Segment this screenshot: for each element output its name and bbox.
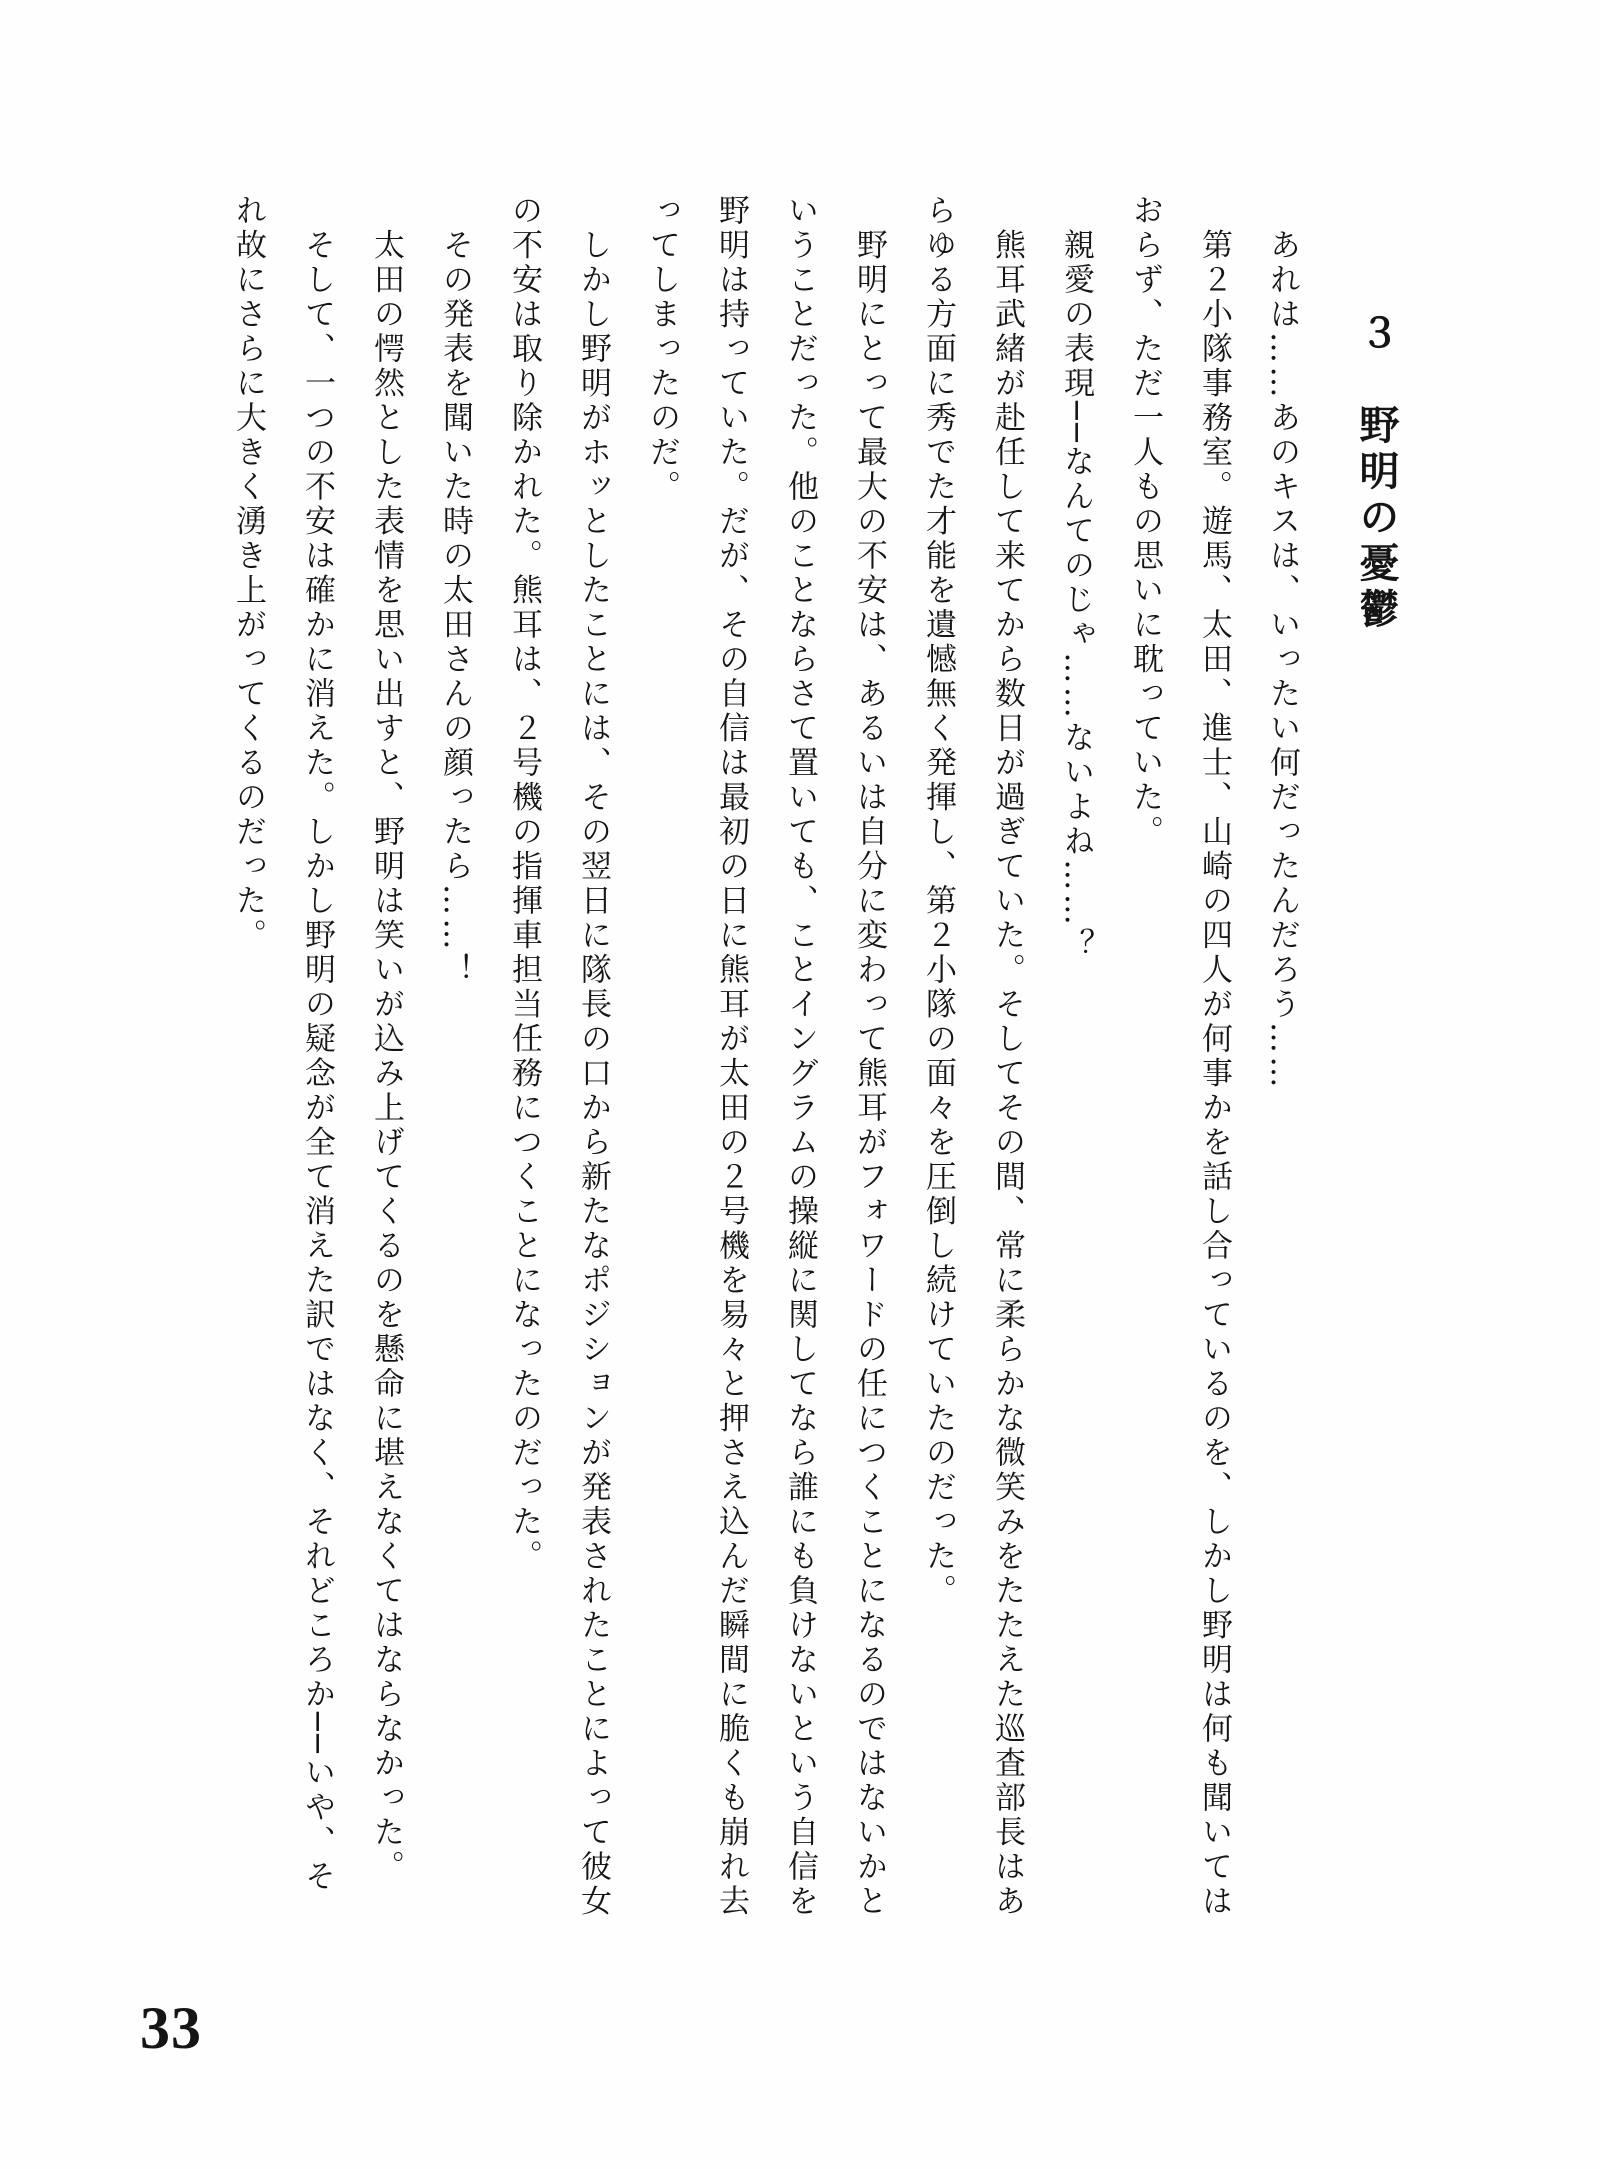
text-column: 太田の愕然とした表情を思い出すと、野明は笑いが込み上げてくるのを懸命に堪えなくてはならなかった。 xyxy=(368,194,404,1885)
text-column: 第２小隊事務室。遊馬、太田、進士、山崎の四人が何事かを話し合っているのを、しかし野明は何も聞いては xyxy=(1196,194,1232,1919)
text-column: そして、一つの不安は確かに消えた。しかし野明の疑念が全て消えた訳ではなく、それどころか──いや、そ xyxy=(299,194,335,1895)
text-column: しかし野明がホッとしたことには、その翌日に隊長の口から新たなポジションが発表されたことによって彼女 xyxy=(575,194,611,1919)
chapter-title: ３ 野明の憂鬱 xyxy=(1353,312,1400,634)
text-column: 野明は持っていた。だが、その自信は最初の日に熊耳が太田の２号機を易々と押さえ込んだ瞬間に脆くも崩れ去 xyxy=(713,194,749,1919)
text-column: その発表を聞いた時の太田さんの顔ったら……！ xyxy=(437,194,473,988)
text-column: らゆる方面に秀でた才能を遺憾無く発揮し、第２小隊の面々を圧倒し続けていたのだった。 xyxy=(920,194,956,1609)
text-column: いうことだった。他のことならさて置いても、ことイングラムの操縦に関してなら誰にも負けないという自信を xyxy=(782,194,818,1919)
page-number: 33 xyxy=(140,1995,202,2061)
text-column: れ故にさらに大きく湧き上がってくるのだった。 xyxy=(230,194,266,953)
text-column: 野明にとって最大の不安は、あるいは自分に変わって熊耳がフォワードの任につくことになるのではないかと xyxy=(851,194,887,1919)
text-column: あれは……あのキスは、いったい何だったんだろう…… xyxy=(1264,194,1300,1091)
text-column: 熊耳武緒が赴任して来てから数日が過ぎていた。そしてその間、常に柔らかな微笑みをたたえた巡査部長はあ xyxy=(989,194,1025,1919)
text-column: 親愛の表現──なんてのじゃ……ないよね……？ xyxy=(1058,194,1094,963)
text-column: ってしまったのだ。 xyxy=(644,194,680,505)
text-column: の不安は取り除かれた。熊耳は、２号機の指揮車担当任務につくことになったのだった。 xyxy=(506,194,542,1574)
text-column: おらず、ただ一人もの思いに耽っていた。 xyxy=(1127,194,1163,850)
